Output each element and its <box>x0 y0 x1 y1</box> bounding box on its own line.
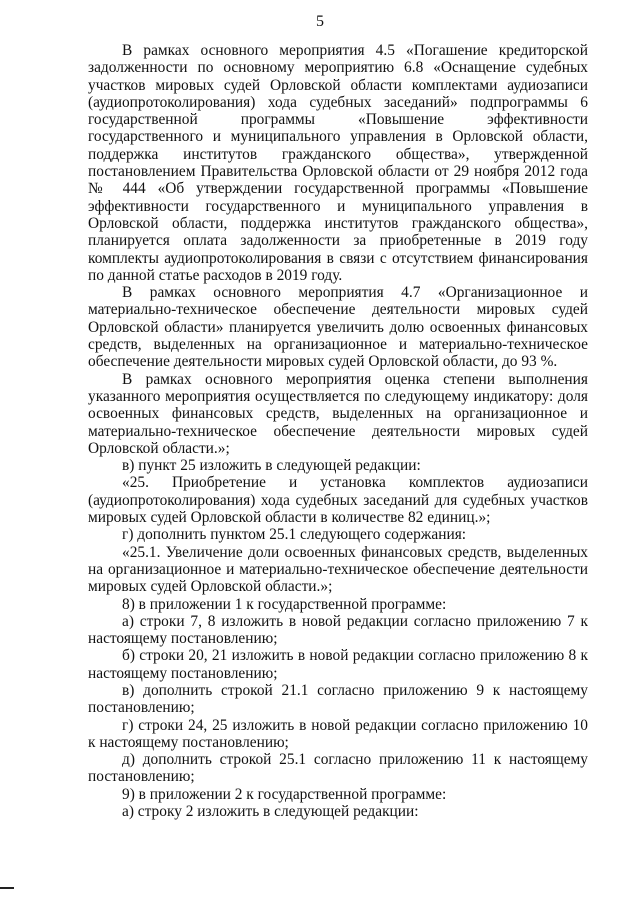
paragraph-item-8g: г) строки 24, 25 изложить в новой редакции согласно приложению 10 к настоящему постановлению; <box>88 716 588 751</box>
page-number: 5 <box>316 13 324 30</box>
paragraph-measure-4-7: В рамках основного мероприятия 4.7 «Организационное и материально-техническое обеспечение деятельности мировых судей Орловской области» планируется увеличить долю освоенных финансовых средств, выделенных на организационное и материально-техническое обеспечение деятельности мировых судей Орловской области, до 93 %. <box>88 284 588 371</box>
paragraph-item-9: 9) в приложении 2 к государственной программе: <box>122 785 447 803</box>
paragraph-item-8a: а) строки 7, 8 изложить в новой редакции согласно приложению 7 к настоящему постановлению; <box>88 612 588 648</box>
paragraph-measure-4-5: В рамках основного мероприятия 4.5 «Погашение кредиторской задолженности по основному мероприятию 6.8 «Оснащение судебных участков мировых судей Орловской области комплектами аудиозаписи (аудиопротоколирования) хода судебных заседаний» подпрограммы 6 государственной программы «Повышение эффективности государственного и муниципального управления в Орловской области, поддержка институтов гражданского общества», утвержденной постановлением Правительства Орловской области от 29 ноября 2012 года № 444 «Об утверждении государственной программы «Повышение эффективности государственного и муниципального управления в Орловской области, поддержка институтов гражданского общества», планируется оплата задолженности за приобретенные в 2019 году комплекты аудиопротоколирования в связи с отсутствием финансирования по данной статье расходов в 2019 году. <box>88 42 588 284</box>
paragraph-item-8b: б) строки 20, 21 изложить в новой редакции согласно приложению 8 к настоящему постановлению; <box>88 647 588 682</box>
paragraph-item-8: 8) в приложении 1 к государственной программе: <box>122 595 447 613</box>
paragraph-point-25: «25. Приобретение и установка комплектов аудиозаписи (аудиопротоколирования) хода судебных заседаний для судебных участков мировых судей Орловской области в количестве 82 единиц.»; <box>88 474 588 527</box>
paragraph-point-25-1: «25.1. Увеличение доли освоенных финансовых средств, выделенных на организационное и материально-техническое обеспечение деятельности мировых судей Орловской области.»; <box>88 543 588 596</box>
document-body <box>88 42 588 820</box>
paragraph-item-g: г) дополнить пунктом 25.1 следующего содержания: <box>122 526 467 544</box>
margin-mark <box>0 887 14 889</box>
paragraph-item-v: в) пункт 25 изложить в следующей редакции: <box>122 457 421 475</box>
paragraph-item-9a: а) строку 2 изложить в следующей редакции: <box>122 803 419 821</box>
paragraph-item-8v: в) дополнить строкой 21.1 согласно приложению 9 к настоящему постановлению; <box>88 681 588 717</box>
paragraph-item-8d: д) дополнить строкой 25.1 согласно приложению 11 к настоящему постановлению; <box>88 751 588 786</box>
paragraph-indicator: В рамках основного мероприятия оценка степени выполнения указанного мероприятия осуществляется по следующему индикатору: доля освоенных финансовых средств, выделенных на организационное и материально-техническое обеспечение деятельности мировых судей Орловской области.»; <box>88 370 588 457</box>
